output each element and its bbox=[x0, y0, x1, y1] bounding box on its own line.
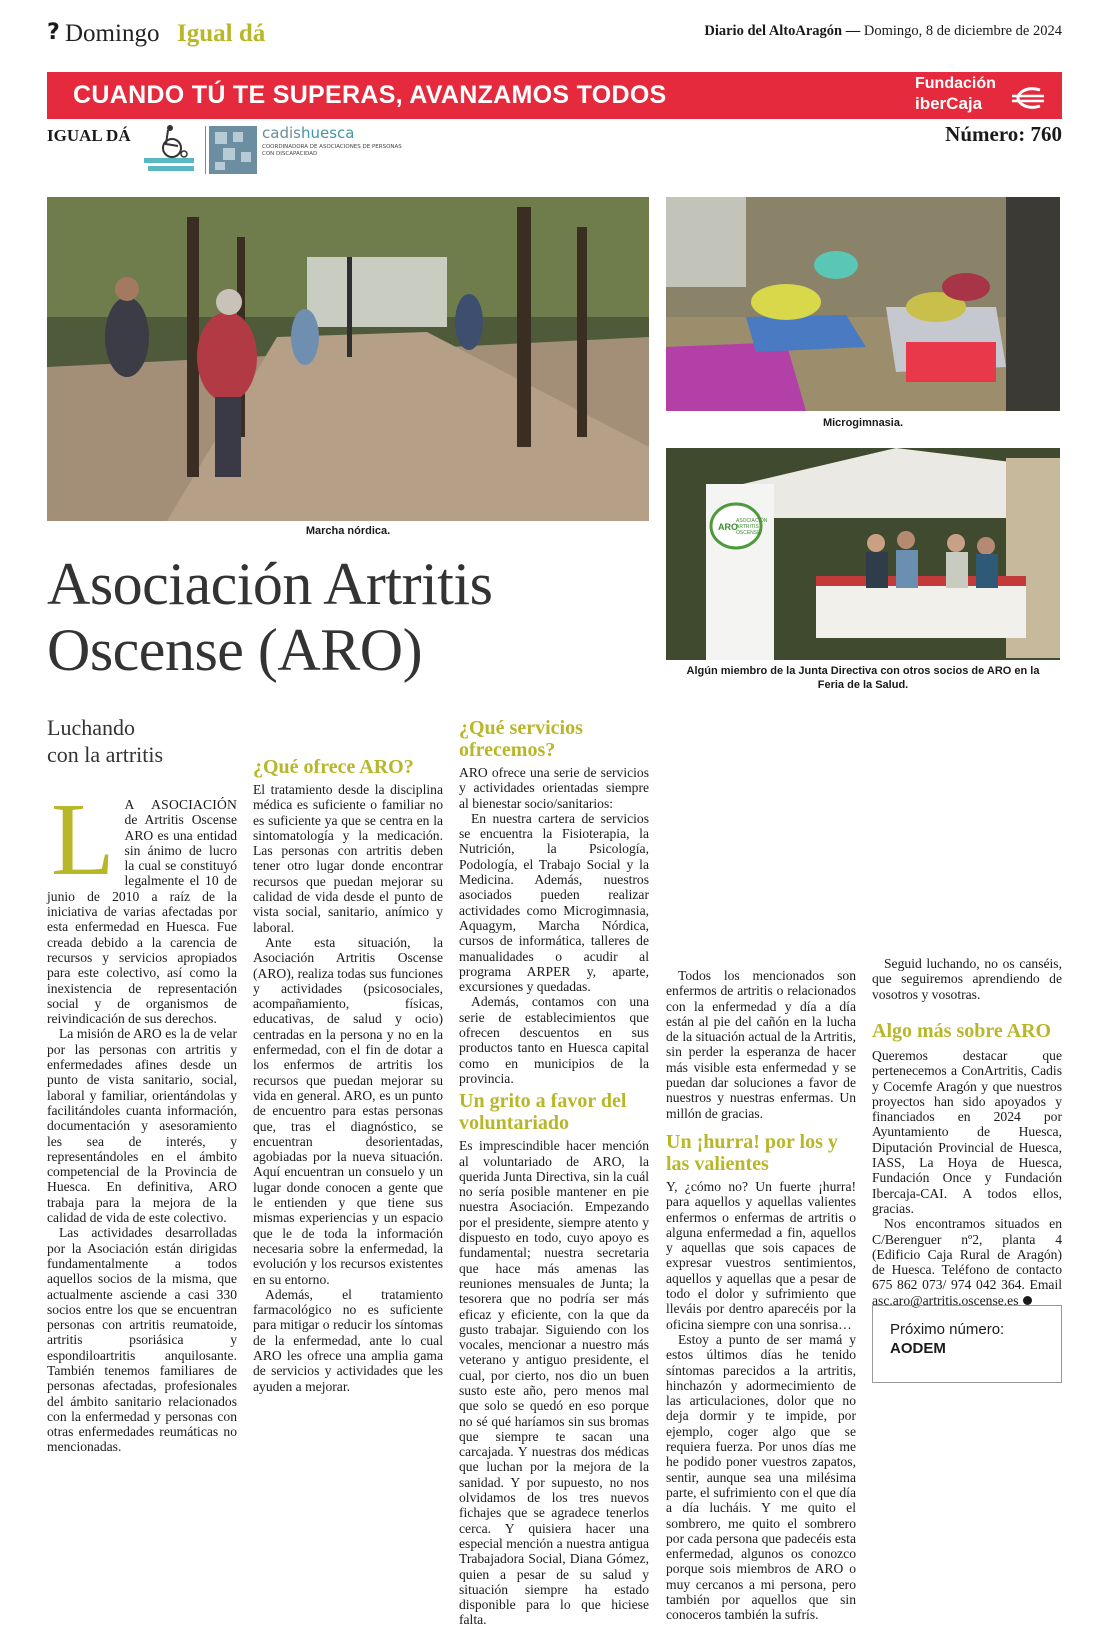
foundation-brand: iberCaja bbox=[915, 94, 983, 113]
cadis-name bbox=[262, 124, 354, 142]
slogan-text: CUANDO TÚ TE SUPERAS, AVANZAMOS TODOS bbox=[73, 81, 667, 109]
paragraph-14: Seguid luchando, no os canséis, que seguiremos aprendiendo de vosotros y vosotras. bbox=[872, 956, 1062, 1002]
paragraph-3: Las actividades desarrolladas por la Asociación están dirigidas fundamentalmente a todos aquellos socios de la misma, que actualmente asciende a casi 330 socios entre los que se encuentran personas con artritis reumatoide, artritis psoriásica y espondiloartritis anquilosante. También tenemos familiares de personas afectadas, profesionales del ámbito sanitario relacionados con la enfermedad y personas con otras enfermedades reumáticas no mencionadas. bbox=[47, 1225, 237, 1455]
title-line-1: Asociación Artritis bbox=[47, 551, 493, 617]
next-issue-box bbox=[872, 1305, 1062, 1383]
paragraph-7: ARO ofrece una serie de servicios y actividades orientadas siempre al bienestar socio/sanitarios: bbox=[459, 765, 649, 811]
paragraph-4: El tratamiento desde la disciplina médica es suficiente o familiar no es suficiente ya que se centra en la sintomatología y la medicación. Las personas con artritis deben tener otro lugar donde encontrar recursos que puedan mejorar su calidad de vida desde el punto de vista social, sanitario, anímico y laboral. bbox=[253, 782, 443, 935]
article-column-2 bbox=[253, 718, 443, 1394]
foundation-label: Fundación bbox=[915, 75, 996, 92]
section-subtitle: Igual dá bbox=[177, 20, 266, 47]
heading-voluntariado: Un grito a favor del voluntariado bbox=[459, 1090, 627, 1135]
slogan-banner bbox=[47, 72, 905, 119]
article-column-4-top bbox=[666, 968, 856, 1121]
paragraph-1: de Artritis Oscense ARO es una entidad sin ánimo de lucro la cual se constituyó legalmente el 10 de junio de 2010 a raíz de la iniciativa de varias afectadas por esta enfermedad en Huesca. Fue creada debido a la carencia de recursos y servicios apropiados para este colectivo, así como la inexistencia de representación social y de organismos de reivindicación de sus derechos. bbox=[47, 812, 237, 1027]
heading-servicios: ¿Qué servicios ofrecemos? bbox=[459, 717, 583, 761]
article-column-3 bbox=[459, 713, 649, 1628]
article-subtitle bbox=[47, 714, 237, 768]
caption-nordic-walk: Marcha nórdica. bbox=[305, 525, 391, 537]
paragraph-12: Y, ¿cómo no? Un fuerte ¡hurra! para aquellos y aquellas valientes enfermos o enfermas de artritis o alguna enfermedad a fin, aquellos y aquellas que sois capaces de expresar vuestros sentimientos, aquellos y aquellas que a pesar de todo el dolor y sufrimiento que lleváis por dentro aparecéis por la oficina siempre con una sonrisa… bbox=[666, 1179, 856, 1332]
photo-health-fair bbox=[666, 448, 1060, 660]
paragraph-9: Además, contamos con una serie de establecimientos que ofrecen descuentos en sus productos tanto en Huesca capital como en municipios de la provincia. bbox=[459, 994, 649, 1086]
section-mark: ? bbox=[47, 20, 60, 45]
fair-banner-text-1: ASOCIACIÓN bbox=[736, 518, 768, 524]
caption-health-fair bbox=[660, 664, 1066, 692]
paragraph-10: Es imprescindible hacer mención al voluntariado de ARO, la querida Junta Directiva, sin la cuál no sería posible mantener en pie nuestra Asociación. Empezando por el presidente, siempre atento y dispuesto en todo, cuyo apoyo es fundamental; nuestra secretaria que hace más amenas las reuniones mensuales de Junta; la tesorera que no podría ser más eficaz y eficiente, con la que da gusto trabajar. Siguiendo con los vocales, mencionar a nuestro más veterano y antiguo presidente, el cual, por cierto, nos dio un buen susto este año, pero menos mal que solo se quedó en eso porque no sé qué haríamos sin sus bromas que siempre te sacan una carcajada. Y nuestras dos médicas que luchan por la mejora de la sanidad. Y por supuesto, no nos olvidamos de los tres nuevos fichajes que se agradece tenerlos cerca. Y quisiera hacer una especial mención a nuestra antigua Trabajadora Social, Diana Gómez, quien a pesar de su salud y situación siempre ha estado disponible para lo que hiciese falta. bbox=[459, 1138, 649, 1628]
subtitle-line-1: Luchando bbox=[47, 715, 135, 740]
article-column-5-top bbox=[872, 956, 1062, 1002]
title-line-2: Oscense (ARO) bbox=[47, 617, 423, 683]
issue-date: Domingo, 8 de diciembre de 2024 bbox=[863, 23, 1062, 39]
heading-algo-mas: Algo más sobre ARO bbox=[872, 1020, 1052, 1042]
subtitle-line-2: con la artritis bbox=[47, 742, 164, 767]
ibercaja-foundation-logo bbox=[905, 72, 1062, 119]
caption-health-fair-2: Feria de la Salud. bbox=[817, 679, 909, 691]
next-issue-value: AODEM bbox=[890, 1340, 946, 1357]
igual-da-label: IGUAL DÁ bbox=[47, 126, 131, 145]
igual-da-wheelchair-logo bbox=[144, 122, 199, 174]
issue-number: Número: 760 bbox=[945, 122, 1062, 146]
cadis-name-b: huesca bbox=[300, 124, 355, 142]
brand-row bbox=[47, 122, 1062, 182]
paragraph-2: La misión de ARO es la de velar por las personas con artritis y enfermedades afines desde un punto de vista sanitario, social, laboral y familiar, orientándolas y facilitándoles cuanta información, documentación y asesoramiento les sea de interés, y representándoles en el ámbito competencial de la Provincia de Huesca. En definitiva, ARO trabaja para la mejora de la calidad de vida de este colectivo. bbox=[47, 1026, 237, 1226]
cadis-description: COORDINADORA DE ASOCIACIONES DE PERSONAS CON DISCAPACIDAD bbox=[262, 144, 402, 157]
drop-cap: L bbox=[51, 782, 115, 897]
paragraph-11: Todos los mencionados son enfermos de artritis o relacionados con la enfermedad y día a día están al pie del cañón en la lucha de la situación actual de la Artritis, sin perder la esperanza de hacer más visible esta enfermedad y se puedan dar soluciones a favor de nuestros y nuestras enfermas. Un millón de gracias. bbox=[666, 968, 856, 1121]
paragraph-16-wrap bbox=[872, 1216, 1062, 1308]
end-mark-icon bbox=[1023, 1296, 1032, 1305]
fair-banner-text-3: OSCENSE bbox=[736, 530, 761, 536]
photo-nordic-walk bbox=[47, 197, 649, 521]
heading-hurra: Un ¡hurra! por los y las valientes bbox=[666, 1131, 838, 1175]
section-name: Domingo bbox=[65, 20, 160, 47]
paragraph-5: Ante esta situación, la Asociación Artritis Oscense (ARO), realiza todas sus funciones y actividades (psicosociales, acompañamiento, físicas, educativas, de salud y ocio) centradas en la persona y no en la enfermedad, con el fin de dotar a los enfermos de artritis los recursos que puedan mejorar su vida en general. ARO, es un punto de encuentro para estas personas que, tras el diagnóstico, se encuentran desorientadas, agobiadas por la nueva situación. Aquí encuentran un consuelo y un lugar donde conocen a gente que le entienden y que tiene sus mismas experiencias y un espacio que le de toda la información necesaria sobre la enfermedad, la evolución y los recursos existentes en su entorno. bbox=[253, 934, 443, 1287]
article-column-4 bbox=[666, 1127, 856, 1623]
newspaper-name: Diario del AltoAragón — bbox=[704, 23, 861, 39]
article-column-1 bbox=[47, 782, 237, 1455]
article-column-5 bbox=[872, 1016, 1062, 1308]
paragraph-8: En nuestra cartera de servicios se encuentra la Fisioterapia, la Nutrición, la Psicología, Podología, el Trabajo Social y la Medicina. Además, nuestros asociados pueden realizar actividades como Microgimnasia, Aquagym, Marcha Nórdica, cursos de informática, talleres de manualidades o acudir al programa ARPER y, aparte, excursiones y quedadas. bbox=[459, 810, 649, 995]
fair-banner-logo: ARO bbox=[718, 522, 738, 532]
paragraph-lead bbox=[47, 782, 237, 1027]
cadis-name-a: cadis bbox=[262, 124, 301, 142]
caption-health-fair-1: Algún miembro de la Junta Directiva con otros socios de ARO en la bbox=[686, 665, 1040, 677]
next-issue-label: Próximo número: bbox=[890, 1321, 1005, 1338]
cadis-huesca-logo bbox=[209, 126, 257, 174]
fair-banner-text-2: ARTRITIS bbox=[736, 524, 759, 530]
ibercaja-euro-icon bbox=[1010, 86, 1052, 110]
paragraph-15: Queremos destacar que pertenecemos a ConArtritis, Cadis y Cocemfe Aragón y que nuestros proyectos han sido apoyados y financiados en 2024 por Ayuntamiento de Huesca, Diputación Provincial de Huesca, IASS, La Hoya de Huesca, Fundación Once y Fundación Ibercaja-CAI. A todos ellos, gracias. bbox=[872, 1048, 1062, 1216]
paragraph-16: Nos encontramos situados en C/Berenguer nº2, planta 4 (Edificio Caja Rural de Aragón) de Huesca. Teléfono de contacto 675 862 073/ 974 042 364. Email asc.aro@artritis.oscense.es bbox=[872, 1216, 1062, 1308]
heading-que-ofrece: ¿Qué ofrece ARO? bbox=[253, 756, 414, 778]
brand-divider bbox=[205, 126, 206, 174]
page-header bbox=[47, 18, 1062, 50]
article-title bbox=[47, 551, 657, 683]
photo-gym bbox=[666, 197, 1060, 411]
masthead bbox=[704, 23, 1062, 40]
paragraph-13: Estoy a punto de ser mamá y estos últimos días he tenido síntomas parecidos a la artritis, hinchazón y adormecimiento de las articulaciones, dolor que no deja dormir y te impide, por ejemplo, coger algo que se requiera fuerza. Por unos días me he podido poner vuestros zapatos, sentir, aunque sea una milésima parte, el sufrimiento con el que día a día lucháis. Y me quito el sombrero, me quito el sombrero por cada persona que padecéis esta enfermedad, algunos os conozco porque sois miembros de ARO o muy cercanos a mi persona, pero también por aquellos que sin conoceros también la sufrís. bbox=[666, 1331, 856, 1623]
paragraph-6: Además, el tratamiento farmacológico no es suficiente para mitigar o reducir los síntomas de la enfermedad, ante lo cual ARO les ofrece una amplia gama de servicios y actividades que les ayuden a mejorar. bbox=[253, 1286, 443, 1394]
caption-gym: Microgimnasia. bbox=[822, 417, 904, 429]
lead-caps: A ASOCIACIÓN bbox=[124, 797, 237, 812]
